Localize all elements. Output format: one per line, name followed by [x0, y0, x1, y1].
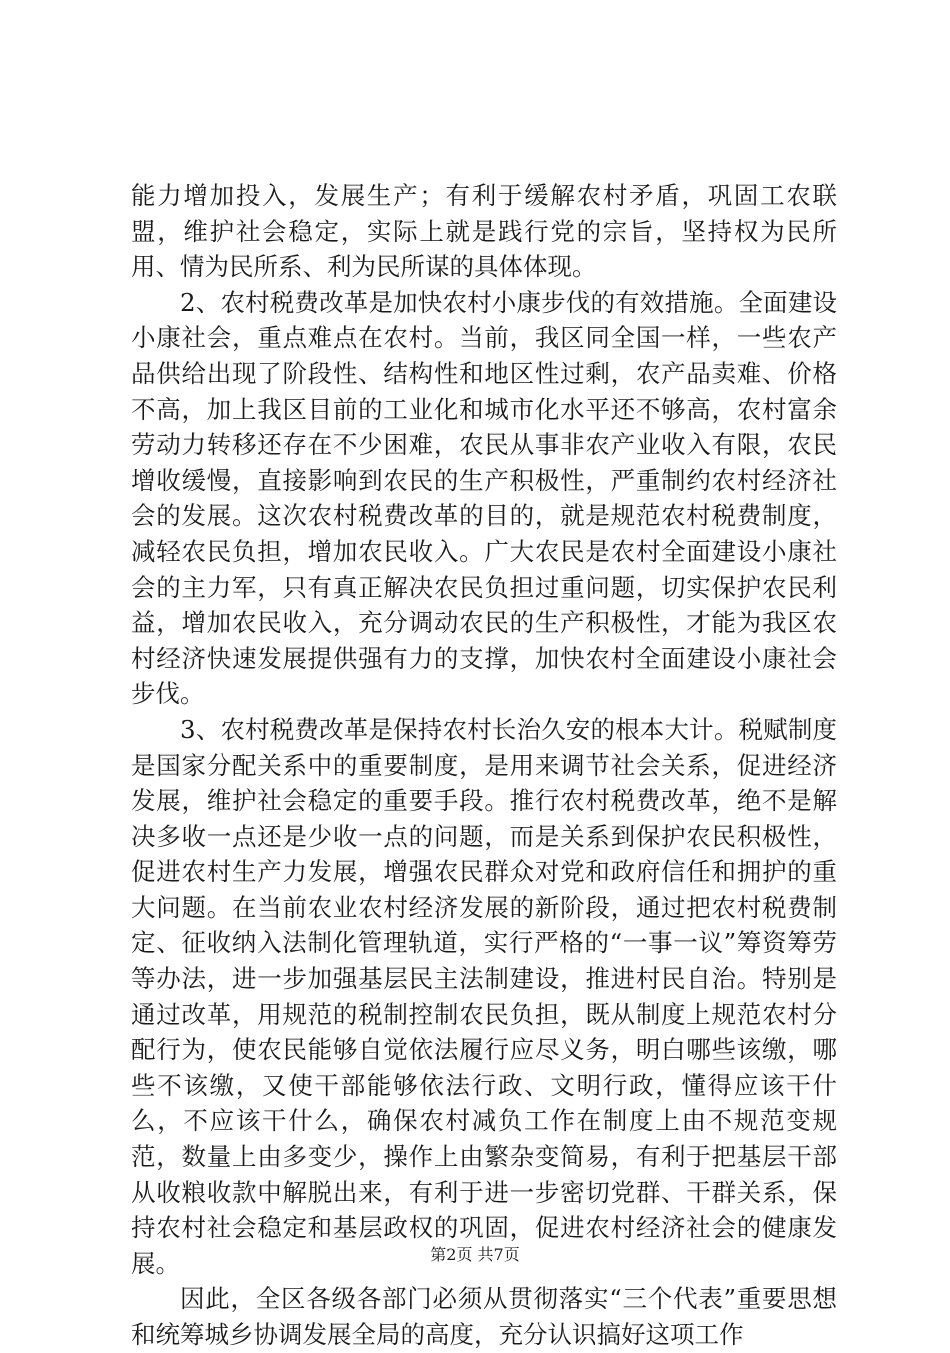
- paragraph-continuation: 能力增加投入，发展生产；有利于缓解农村矛盾，巩固工农联盟，维护社会稳定，实际上就是践行党的宗旨，坚持权为民所用、情为民所系、利为民所谋的具体体现。: [131, 181, 837, 282]
- paragraph-point-3: 3、农村税费改革是保持农村长治久安的根本大计。税赋制度是国家分配关系中的重要制度，是用来调节社会关系，促进经济发展，维护社会稳定的重要手段。推行农村税费改革，绝不是解决多收一点还是少收一点的问题，而是关系到保护农民积极性，促进农村生产力发展，增强农民群众对党和政府信任和拥护的重大问题。在当前农业农村经济发展的新阶段，通过把农村税费制定、征收纳入法制化管理轨道，实行严格的“一事一议”筹资筹劳等办法，进一步加强基层民主法制建设，推进村民自治。特别是通过改革，用规范的税制控制农民负担，既从制度上规范农村分配行为，使农民能够自觉依法履行应尽义务，明白哪些该缴，哪些不该缴，又使干部能够依法行政、文明行政，懂得应该干什么，不应该干什么，确保农村减负工作在制度上由不规范变规范，数量上由多变少，操作上由繁杂变简易，有利于把基层干部从收粮收款中解脱出来，有利于进一步密切党群、干群关系，保持农村社会稳定和基层政权的巩固，促进农村经济社会的健康发展。: [131, 714, 837, 1278]
- paragraph-point-2: 2、农村税费改革是加快农村小康步伐的有效措施。全面建设小康社会，重点难点在农村。当前，我区同全国一样，一些农产品供给出现了阶段性、结构性和地区性过剩，农产品卖难、价格不高，加上我区目前的工业化和城市化水平还不够高，农村富余劳动力转移还存在不少困难，农民从事非农产业收入有限，农民增收缓慢，直接影响到农民的生产积极性，严重制约农村经济社会的发展。这次农村税费改革的目的，就是规范农村税费制度，减轻农民负担，增加农民收入。广大农民是农村全面建设小康社会的主力军，只有真正解决农民负担过重问题，切实保护农民利益，增加农民收入，充分调动农民的生产积极性，才能为我区农村经济快速发展提供强有力的支撑，加快农村全面建设小康社会步伐。: [131, 287, 837, 709]
- document-body: [131, 178, 837, 1353]
- paragraph-conclusion: 因此，全区各级各部门必须从贯彻落实“三个代表”重要思想和统筹城乡协调发展全局的高度，充分认识搞好这项工作: [131, 1284, 837, 1349]
- page-number-footer: 第2页 共7页: [430, 1245, 520, 1264]
